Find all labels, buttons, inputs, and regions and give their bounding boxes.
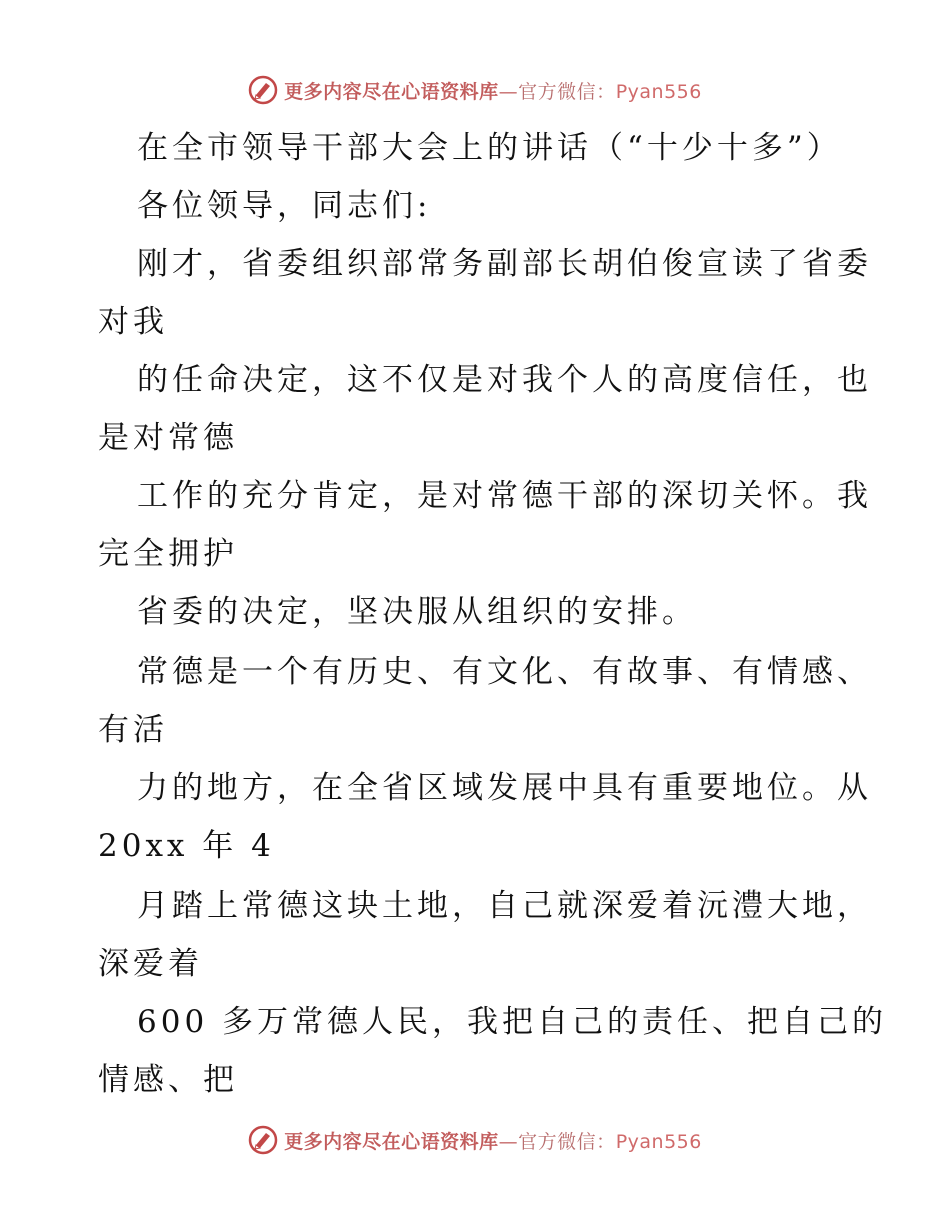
paragraph-line: 常德是一个有历史、有文化、有故事、有情感、 xyxy=(137,654,872,690)
paragraph-line: 是对常德 xyxy=(98,420,238,456)
watermark-label: 官方微信： xyxy=(518,1130,616,1153)
paragraph-line: 600 多万常德人民，我把自己的责任、把自己的 xyxy=(137,1004,888,1040)
watermark-label: 官方微信： xyxy=(518,80,616,103)
pen-circle-icon xyxy=(248,1125,278,1155)
salutation: 各位领导，同志们: xyxy=(137,188,432,224)
paragraph-line: 的任命决定，这不仅是对我个人的高度信任，也 xyxy=(137,362,872,398)
document-title: 在全市领导干部大会上的讲话（“十少十多”） xyxy=(137,130,842,166)
watermark-brand: 更多内容尽在心语资料库 xyxy=(284,1130,499,1153)
watermark-wechat-id: Pyan556 xyxy=(615,1130,702,1153)
paragraph-line: 对我 xyxy=(98,304,168,340)
paragraph-line: 完全拥护 xyxy=(98,536,238,572)
paragraph-line: 月踏上常德这块土地，自己就深爱着沅澧大地， xyxy=(137,888,872,924)
paragraph-line: 工作的充分肯定，是对常德干部的深切关怀。我 xyxy=(137,478,872,514)
paragraph-line: 情感、把 xyxy=(98,1062,238,1098)
watermark-banner-bottom xyxy=(0,1120,950,1160)
paragraph-line: 深爱着 xyxy=(98,946,203,982)
paragraph-line: 有活 xyxy=(98,712,168,748)
watermark-separator: — xyxy=(498,80,519,103)
paragraph-line: 力的地方，在全省区域发展中具有重要地位。从 xyxy=(137,770,872,806)
paragraph-line: 20xx 年 4 xyxy=(98,828,275,864)
watermark-wechat-id: Pyan556 xyxy=(615,80,702,103)
watermark-text xyxy=(284,1127,702,1154)
paragraph-line: 省委的决定，坚决服从组织的安排。 xyxy=(137,594,697,630)
watermark-separator: — xyxy=(498,1130,519,1153)
watermark-brand: 更多内容尽在心语资料库 xyxy=(284,80,499,103)
paragraph-line: 刚才，省委组织部常务副部长胡伯俊宣读了省委 xyxy=(137,246,872,282)
